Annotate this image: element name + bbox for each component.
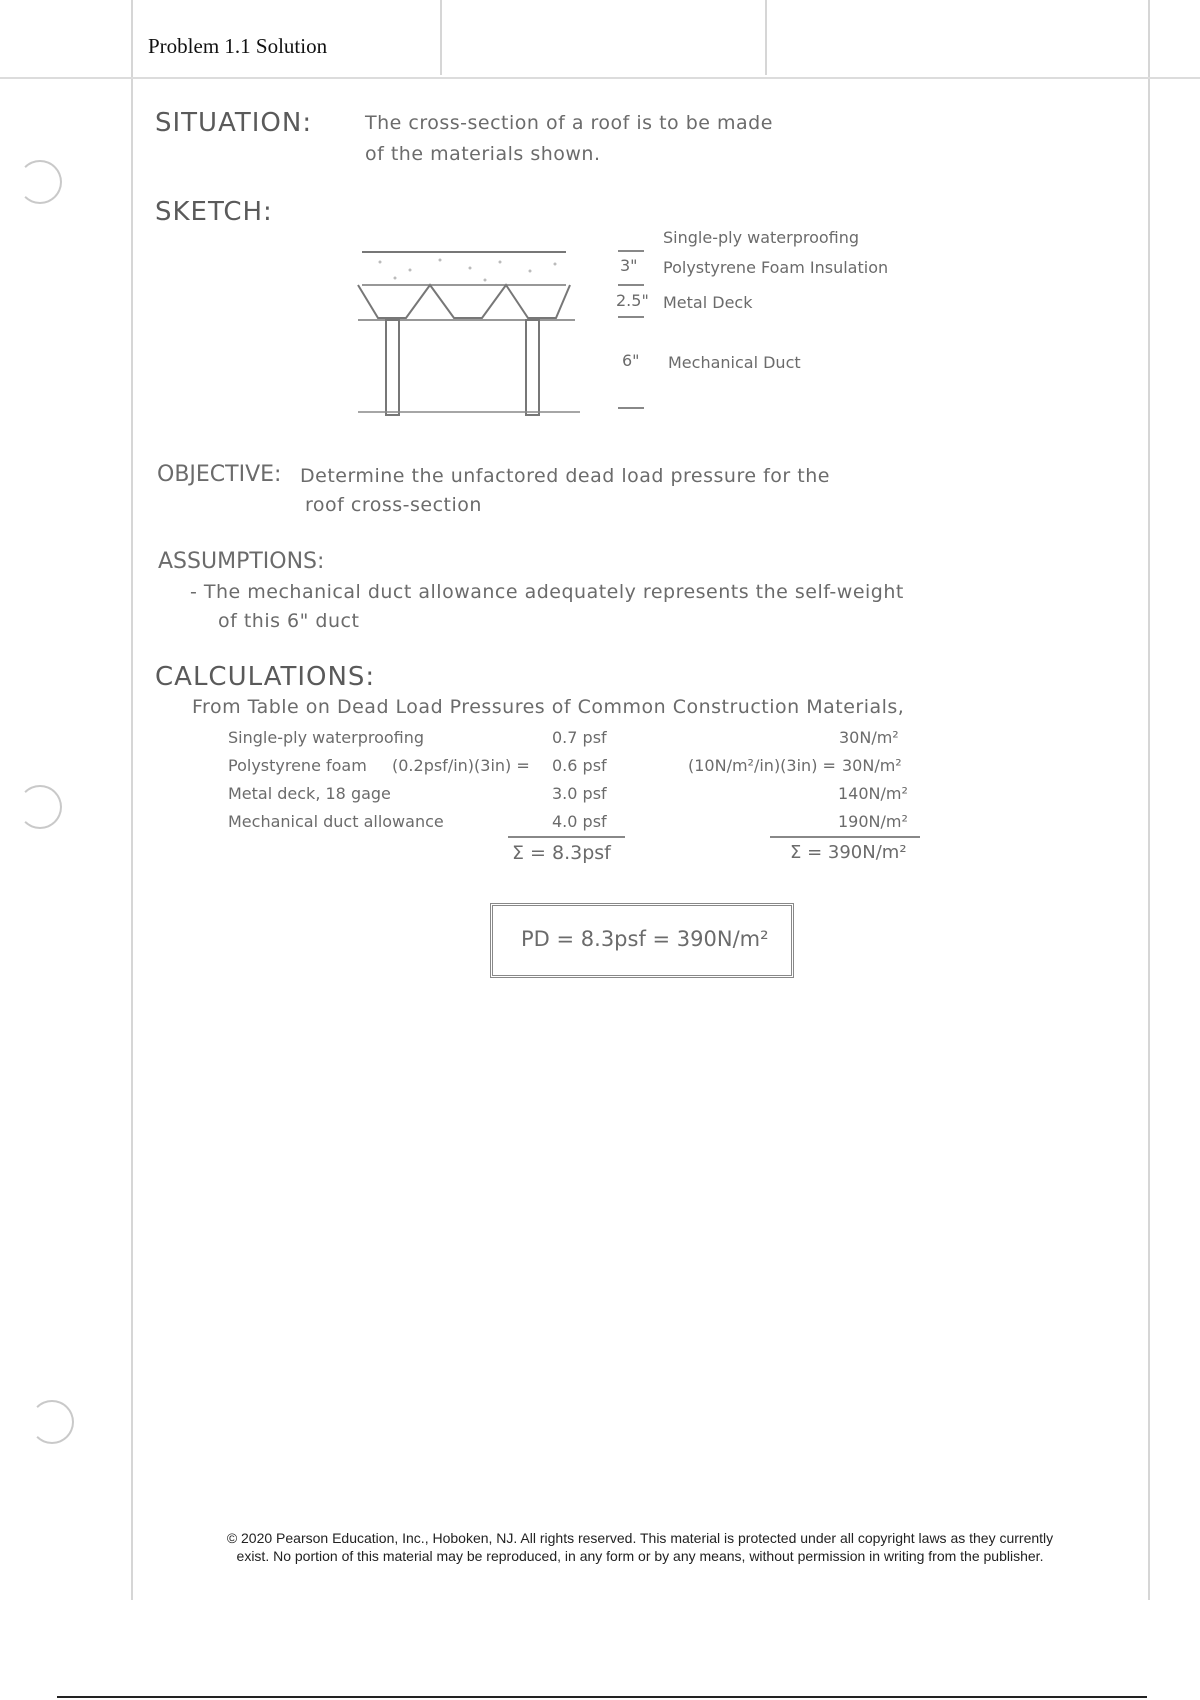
dimension-tick [618,316,644,318]
calculations-intro: From Table on Dead Load Pressures of Common Construction Materials, [192,696,905,718]
objective-heading: OBJECTIVE: [157,462,282,487]
layer-dimension: 6" [622,351,640,370]
calc-item: Single-ply waterproofing [228,728,425,747]
calc-formula: (0.2psf/in)(3in) = [392,756,530,775]
layer-dimension: 3" [620,256,638,275]
binder-hole-icon [18,785,62,829]
header-divider-line [765,0,767,75]
roof-section-sketch [350,240,590,420]
copyright-line2: exist. No portion of this material may be reproduced, in any form or by any means, without permission in writing from the publisher. [236,1548,1044,1564]
calc-psf-value: 0.6 psf [552,756,607,775]
total-si: Σ = 390N/m² [790,842,907,863]
sum-rule [508,836,625,838]
layer-name: Metal Deck [663,293,753,312]
situation-heading: SITUATION: [155,108,313,138]
dimension-tick [618,407,644,409]
situation-text-line1: The cross-section of a roof is to be made [365,112,773,134]
dimension-tick [618,250,644,252]
layer-name: Mechanical Duct [668,353,801,372]
calc-item: Metal deck, 18 gage [228,784,391,803]
layer-dimension: 2.5" [616,291,649,310]
left-margin-line [131,0,133,1600]
objective-text-line2: roof cross-section [305,494,482,516]
sum-rule [770,836,920,838]
answer-box [490,903,794,978]
calc-si-value: 140N/m² [838,784,908,803]
calc-si-value: 190N/m² [838,812,908,831]
assumptions-text-line2: of this 6" duct [218,610,360,632]
calc-si-value: 30N/m² [842,756,902,775]
answer-text: PD = 8.3psf = 390N/m² [521,927,769,951]
calc-si-value: 30N/m² [839,728,899,747]
objective-text-line1: Determine the unfactored dead load pressure for the [300,465,830,487]
assumptions-text-line1: - The mechanical duct allowance adequately represents the self-weight [190,581,904,603]
header-rule [0,77,1200,79]
calc-item: Mechanical duct allowance [228,812,444,831]
layer-name: Polystyrene Foam Insulation [663,258,889,277]
copyright-footer [135,1529,1145,1565]
calc-item: Polystyrene foam [228,756,367,775]
page-title: Problem 1.1 Solution [148,34,328,58]
bottom-rule [57,1696,1147,1698]
calc-psf-value: 4.0 psf [552,812,607,831]
binder-hole-icon [30,1400,74,1444]
calc-si-formula: (10N/m²/in)(3in) = [688,756,836,775]
dimension-tick [618,284,644,286]
assumptions-heading: ASSUMPTIONS: [158,549,325,574]
sketch-heading: SKETCH: [155,197,273,227]
total-psf: Σ = 8.3psf [512,842,611,864]
binder-hole-icon [18,160,62,204]
calc-psf-value: 3.0 psf [552,784,607,803]
situation-text-line2: of the materials shown. [365,143,601,165]
header-divider-line [440,0,442,75]
layer-name: Single-ply waterproofing [663,228,860,247]
right-margin-line [1148,0,1150,1600]
calc-psf-value: 0.7 psf [552,728,607,747]
calculations-heading: CALCULATIONS: [155,662,376,692]
copyright-line1: © 2020 Pearson Education, Inc., Hoboken, NJ. All rights reserved. This material is protected under all copyright laws as they currently [226,1530,1054,1546]
